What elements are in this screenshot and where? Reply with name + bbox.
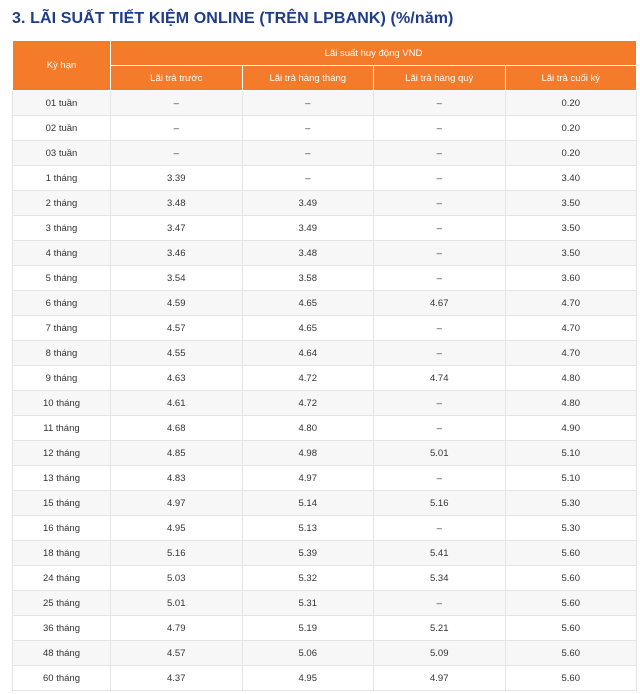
term-cell: 15 tháng bbox=[13, 491, 111, 516]
end-of-term-rate-cell: 4.90 bbox=[505, 416, 637, 441]
prepaid-rate-cell: 4.37 bbox=[111, 666, 243, 691]
end-of-term-rate-cell: 5.30 bbox=[505, 516, 637, 541]
prepaid-rate-cell: 3.54 bbox=[111, 266, 243, 291]
monthly-rate-cell: 4.72 bbox=[242, 391, 374, 416]
term-cell: 10 tháng bbox=[13, 391, 111, 416]
monthly-rate-cell: 4.98 bbox=[242, 441, 374, 466]
quarterly-rate-cell: – bbox=[374, 216, 506, 241]
term-cell: 9 tháng bbox=[13, 366, 111, 391]
monthly-rate-cell: 4.95 bbox=[242, 666, 374, 691]
monthly-rate-cell: 5.19 bbox=[242, 616, 374, 641]
table-row bbox=[13, 241, 637, 266]
monthly-rate-cell: – bbox=[242, 141, 374, 166]
end-of-term-rate-cell: 5.60 bbox=[505, 616, 637, 641]
table-row bbox=[13, 491, 637, 516]
prepaid-rate-cell: 3.46 bbox=[111, 241, 243, 266]
term-cell: 25 tháng bbox=[13, 591, 111, 616]
end-of-term-rate-cell: 0.20 bbox=[505, 141, 637, 166]
term-cell: 4 tháng bbox=[13, 241, 111, 266]
table-row bbox=[13, 666, 637, 691]
quarterly-rate-cell: 5.34 bbox=[374, 566, 506, 591]
table-row bbox=[13, 541, 637, 566]
quarterly-rate-cell: – bbox=[374, 591, 506, 616]
table-row bbox=[13, 141, 637, 166]
quarterly-rate-cell: 5.09 bbox=[374, 641, 506, 666]
term-cell: 6 tháng bbox=[13, 291, 111, 316]
table-row bbox=[13, 591, 637, 616]
prepaid-rate-cell: 4.55 bbox=[111, 341, 243, 366]
quarterly-rate-cell: – bbox=[374, 116, 506, 141]
prepaid-rate-cell: 4.95 bbox=[111, 516, 243, 541]
quarterly-rate-cell: 4.97 bbox=[374, 666, 506, 691]
end-of-term-rate-cell: 5.60 bbox=[505, 641, 637, 666]
quarterly-rate-cell: 5.01 bbox=[374, 441, 506, 466]
table-row bbox=[13, 341, 637, 366]
prepaid-rate-cell: 4.57 bbox=[111, 641, 243, 666]
column-header-prepaid: Lãi trả trước bbox=[111, 66, 243, 91]
quarterly-rate-cell: 5.41 bbox=[374, 541, 506, 566]
quarterly-rate-cell: – bbox=[374, 141, 506, 166]
monthly-rate-cell: 5.32 bbox=[242, 566, 374, 591]
table-row bbox=[13, 641, 637, 666]
table-row bbox=[13, 166, 637, 191]
monthly-rate-cell: 4.80 bbox=[242, 416, 374, 441]
end-of-term-rate-cell: 0.20 bbox=[505, 91, 637, 116]
monthly-rate-cell: 5.06 bbox=[242, 641, 374, 666]
quarterly-rate-cell: – bbox=[374, 191, 506, 216]
table-row bbox=[13, 516, 637, 541]
quarterly-rate-cell: – bbox=[374, 241, 506, 266]
monthly-rate-cell: 5.14 bbox=[242, 491, 374, 516]
quarterly-rate-cell: 4.74 bbox=[374, 366, 506, 391]
monthly-rate-cell: 4.65 bbox=[242, 291, 374, 316]
quarterly-rate-cell: 4.67 bbox=[374, 291, 506, 316]
quarterly-rate-cell: 5.21 bbox=[374, 616, 506, 641]
quarterly-rate-cell: – bbox=[374, 416, 506, 441]
end-of-term-rate-cell: 5.60 bbox=[505, 566, 637, 591]
table-row bbox=[13, 116, 637, 141]
monthly-rate-cell: 5.39 bbox=[242, 541, 374, 566]
prepaid-rate-cell: 4.79 bbox=[111, 616, 243, 641]
term-cell: 01 tuần bbox=[13, 91, 111, 116]
end-of-term-rate-cell: 5.60 bbox=[505, 591, 637, 616]
quarterly-rate-cell: – bbox=[374, 266, 506, 291]
prepaid-rate-cell: 4.59 bbox=[111, 291, 243, 316]
table-row bbox=[13, 566, 637, 591]
term-cell: 13 tháng bbox=[13, 466, 111, 491]
table-row bbox=[13, 291, 637, 316]
monthly-rate-cell: 3.49 bbox=[242, 191, 374, 216]
column-header-quarterly: Lãi trả hàng quý bbox=[374, 66, 506, 91]
monthly-rate-cell: – bbox=[242, 166, 374, 191]
term-cell: 03 tuần bbox=[13, 141, 111, 166]
prepaid-rate-cell: 4.63 bbox=[111, 366, 243, 391]
monthly-rate-cell: 3.49 bbox=[242, 216, 374, 241]
end-of-term-rate-cell: 5.10 bbox=[505, 466, 637, 491]
quarterly-rate-cell: – bbox=[374, 166, 506, 191]
table-row bbox=[13, 91, 637, 116]
table-row bbox=[13, 191, 637, 216]
quarterly-rate-cell: 5.16 bbox=[374, 491, 506, 516]
monthly-rate-cell: – bbox=[242, 91, 374, 116]
term-cell: 16 tháng bbox=[13, 516, 111, 541]
term-cell: 60 tháng bbox=[13, 666, 111, 691]
end-of-term-rate-cell: 4.70 bbox=[505, 316, 637, 341]
prepaid-rate-cell: – bbox=[111, 141, 243, 166]
prepaid-rate-cell: 5.16 bbox=[111, 541, 243, 566]
monthly-rate-cell: 4.65 bbox=[242, 316, 374, 341]
end-of-term-rate-cell: 4.80 bbox=[505, 391, 637, 416]
table-row bbox=[13, 266, 637, 291]
interest-rate-table bbox=[12, 40, 637, 691]
end-of-term-rate-cell: 3.60 bbox=[505, 266, 637, 291]
monthly-rate-cell: 4.97 bbox=[242, 466, 374, 491]
rate-group-header: Lãi suất huy động VND bbox=[111, 41, 637, 66]
prepaid-rate-cell: 4.85 bbox=[111, 441, 243, 466]
end-of-term-rate-cell: 4.70 bbox=[505, 341, 637, 366]
prepaid-rate-cell: 3.47 bbox=[111, 216, 243, 241]
column-header-monthly: Lãi trả hàng tháng bbox=[242, 66, 374, 91]
end-of-term-rate-cell: 3.40 bbox=[505, 166, 637, 191]
prepaid-rate-cell: 4.57 bbox=[111, 316, 243, 341]
prepaid-rate-cell: 5.01 bbox=[111, 591, 243, 616]
term-cell: 36 tháng bbox=[13, 616, 111, 641]
term-cell: 5 tháng bbox=[13, 266, 111, 291]
table-row bbox=[13, 216, 637, 241]
monthly-rate-cell: 3.48 bbox=[242, 241, 374, 266]
end-of-term-rate-cell: 3.50 bbox=[505, 241, 637, 266]
term-cell: 1 tháng bbox=[13, 166, 111, 191]
table-body bbox=[13, 91, 637, 691]
term-cell: 12 tháng bbox=[13, 441, 111, 466]
monthly-rate-cell: 4.64 bbox=[242, 341, 374, 366]
end-of-term-rate-cell: 5.30 bbox=[505, 491, 637, 516]
prepaid-rate-cell: 4.97 bbox=[111, 491, 243, 516]
monthly-rate-cell: – bbox=[242, 116, 374, 141]
end-of-term-rate-cell: 4.70 bbox=[505, 291, 637, 316]
end-of-term-rate-cell: 4.80 bbox=[505, 366, 637, 391]
end-of-term-rate-cell: 5.60 bbox=[505, 666, 637, 691]
end-of-term-rate-cell: 3.50 bbox=[505, 216, 637, 241]
prepaid-rate-cell: – bbox=[111, 116, 243, 141]
prepaid-rate-cell: – bbox=[111, 91, 243, 116]
term-cell: 8 tháng bbox=[13, 341, 111, 366]
prepaid-rate-cell: 5.03 bbox=[111, 566, 243, 591]
term-cell: 7 tháng bbox=[13, 316, 111, 341]
quarterly-rate-cell: – bbox=[374, 341, 506, 366]
quarterly-rate-cell: – bbox=[374, 316, 506, 341]
prepaid-rate-cell: 4.68 bbox=[111, 416, 243, 441]
end-of-term-rate-cell: 0.20 bbox=[505, 116, 637, 141]
table-row bbox=[13, 441, 637, 466]
section-title: 3. LÃI SUẤT TIẾT KIỆM ONLINE (TRÊN LPBANK) (%/năm) bbox=[12, 10, 454, 27]
term-cell: 24 tháng bbox=[13, 566, 111, 591]
term-cell: 18 tháng bbox=[13, 541, 111, 566]
prepaid-rate-cell: 4.83 bbox=[111, 466, 243, 491]
quarterly-rate-cell: – bbox=[374, 516, 506, 541]
term-cell: 3 tháng bbox=[13, 216, 111, 241]
quarterly-rate-cell: – bbox=[374, 91, 506, 116]
table-row bbox=[13, 416, 637, 441]
column-header-end-of-term: Lãi trả cuối kỳ bbox=[505, 66, 637, 91]
term-cell: 2 tháng bbox=[13, 191, 111, 216]
table-header bbox=[13, 41, 637, 91]
table-row bbox=[13, 316, 637, 341]
end-of-term-rate-cell: 3.50 bbox=[505, 191, 637, 216]
table-row bbox=[13, 391, 637, 416]
end-of-term-rate-cell: 5.60 bbox=[505, 541, 637, 566]
table-row bbox=[13, 616, 637, 641]
table-row bbox=[13, 366, 637, 391]
end-of-term-rate-cell: 5.10 bbox=[505, 441, 637, 466]
term-cell: 48 tháng bbox=[13, 641, 111, 666]
term-column-header: Kỳ hạn bbox=[13, 41, 111, 91]
quarterly-rate-cell: – bbox=[374, 466, 506, 491]
prepaid-rate-cell: 3.48 bbox=[111, 191, 243, 216]
monthly-rate-cell: 5.13 bbox=[242, 516, 374, 541]
prepaid-rate-cell: 3.39 bbox=[111, 166, 243, 191]
monthly-rate-cell: 5.31 bbox=[242, 591, 374, 616]
monthly-rate-cell: 3.58 bbox=[242, 266, 374, 291]
prepaid-rate-cell: 4.61 bbox=[111, 391, 243, 416]
quarterly-rate-cell: – bbox=[374, 391, 506, 416]
term-cell: 11 tháng bbox=[13, 416, 111, 441]
term-cell: 02 tuần bbox=[13, 116, 111, 141]
monthly-rate-cell: 4.72 bbox=[242, 366, 374, 391]
table-row bbox=[13, 466, 637, 491]
